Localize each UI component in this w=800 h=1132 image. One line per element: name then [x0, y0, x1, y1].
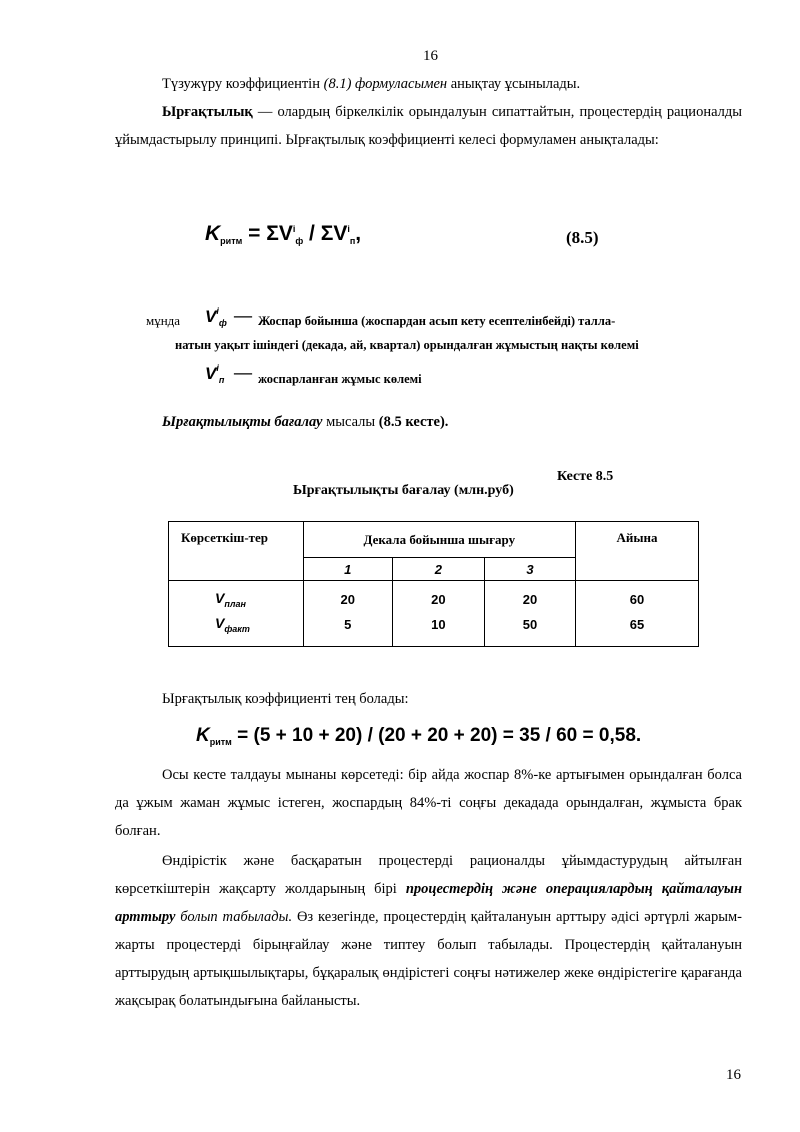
formula-calc-expr: = (5 + 10 + 20) / (20 + 20 + 20) = 35 / 60 = 0,58. — [231, 725, 642, 746]
page-number-bottom: 16 — [726, 1067, 741, 1083]
definition-paragraph — [115, 98, 742, 154]
where-v1 — [205, 306, 227, 328]
formula-calc-k-sub: ритм — [209, 737, 232, 747]
where-v1-sup: i — [216, 306, 219, 316]
final-text-d: Өз кезегінде, процестердің қайталануын арттыру әдісі әртүрлі жарым-жарты процестерді бірыңғайлау және типтеу болып табылады. Процестердің қайталануын арттырудың артықшылықтары, бұқаралық өндірістегі соңғы нәтижелер жеке өндірістегіге қарағанда жақсырақ болатындығына байланысты. — [115, 909, 742, 1009]
subheader-2: 2 — [392, 558, 484, 581]
cell: 20 — [392, 581, 484, 612]
subheader-1: 1 — [303, 558, 392, 581]
where-v2-sub: п — [218, 375, 225, 385]
where-line-1: Жоспар бойынша (жоспардан асып кету есептелінбейді) талла- — [258, 314, 616, 328]
table-caption-label: Кесте 8.5 — [557, 469, 614, 484]
page-number-top: 16 — [423, 48, 438, 64]
definition-text: — олардың біркелкілік орындалуын сипаттайтын, процестердің рационалды ұйымдастырылу принципі. Ырғақтылық коэффициенті келесі формуламен анықталады: — [115, 104, 742, 148]
formula-sup2: i — [347, 224, 350, 234]
final-emphasis: процестердің және операциялардың қайталауын арттыру — [115, 881, 743, 925]
header-indicators: Көрсеткіш-тер — [169, 522, 304, 581]
final-paragraph — [115, 847, 742, 1015]
header-decade-output: Декала бойынша шығару — [303, 522, 575, 558]
where-dash-1: — — [234, 305, 252, 325]
formula-comma: , — [355, 222, 362, 245]
formula-ref: (8.1) формуласымен — [323, 76, 448, 92]
cell: 20 — [484, 581, 575, 612]
where-line-3: жоспарланған жұмыс көлемі — [258, 372, 422, 386]
formula-sup1: i — [292, 224, 296, 234]
where-label: мұнда — [146, 313, 181, 328]
formula-calc — [196, 725, 641, 747]
rhythm-table — [168, 521, 699, 647]
final-text-a: Өндірістік және басқаратын процестерді рационалды ұйымдастурудың айтылған көрсеткіштерін жақсарту жолдарының бірі — [115, 853, 742, 897]
row-label-plan: $V_{план}$ — [169, 581, 304, 612]
intro-text-a: Түзужүру коэффициентін — [162, 76, 324, 92]
where-v2 — [205, 363, 224, 385]
example-line — [162, 408, 742, 436]
intro-text-c: анықтау ұсынылады. — [447, 76, 581, 92]
table-row — [169, 581, 699, 612]
where-v1-letter: V — [205, 307, 217, 326]
formula-k: K — [205, 222, 221, 245]
formula-sub2: п — [349, 236, 356, 246]
cell-total: 60 — [576, 581, 699, 612]
formula-calc-k: K — [196, 725, 210, 746]
row-label-fact: $V_{факт}$ — [169, 611, 304, 647]
formula-eq: = ΣV — [242, 222, 293, 245]
cell: 10 — [392, 611, 484, 647]
where-dash-2: — — [234, 362, 252, 382]
formula-number: (8.5) — [566, 228, 599, 247]
where-v2-letter: V — [205, 364, 217, 383]
where-line-2: натын уақыт ішіндегі (декада, ай, квартал) орындалған жұмыстың нақты көлемі — [175, 338, 639, 352]
example-italic: Ырғақтылықты бағалау — [162, 414, 323, 430]
cell: 20 — [303, 581, 392, 612]
analysis-paragraph: Осы кесте талдауы мынаны көрсетеді: бір айда жоспар 8%-ке артығымен орындалған болса да ұжым жаман жұмыс істеген, жоспардың 84%-ті соңғы декадада орындалған, жұмыста брак болған. — [115, 767, 742, 839]
cell: 50 — [484, 611, 575, 647]
example-ref: (8.5 кесте). — [378, 414, 449, 430]
cell-total: 65 — [576, 611, 699, 647]
where-v1-sub: ф — [218, 318, 227, 328]
formula-mid: / ΣV — [303, 222, 348, 245]
table-row — [169, 611, 699, 647]
formula-k-sub: ритм — [220, 236, 243, 246]
final-text-c: болып табылады. — [175, 909, 293, 925]
example-text: мысалы — [322, 414, 379, 430]
header-month: Айына — [576, 522, 699, 581]
definition-term: Ырғақтылық — [162, 104, 253, 120]
coef-line: Ырғақтылық коэффициенті тең болады: — [162, 691, 409, 707]
cell: 5 — [303, 611, 392, 647]
intro-line — [162, 70, 742, 98]
formula-sub1: ф — [295, 236, 304, 246]
table-title: Ырғақтылықты бағалау (млн.руб) — [293, 483, 514, 498]
formula-8-5 — [205, 222, 361, 246]
subheader-3: 3 — [484, 558, 575, 581]
where-v2-sup: i — [216, 363, 219, 373]
